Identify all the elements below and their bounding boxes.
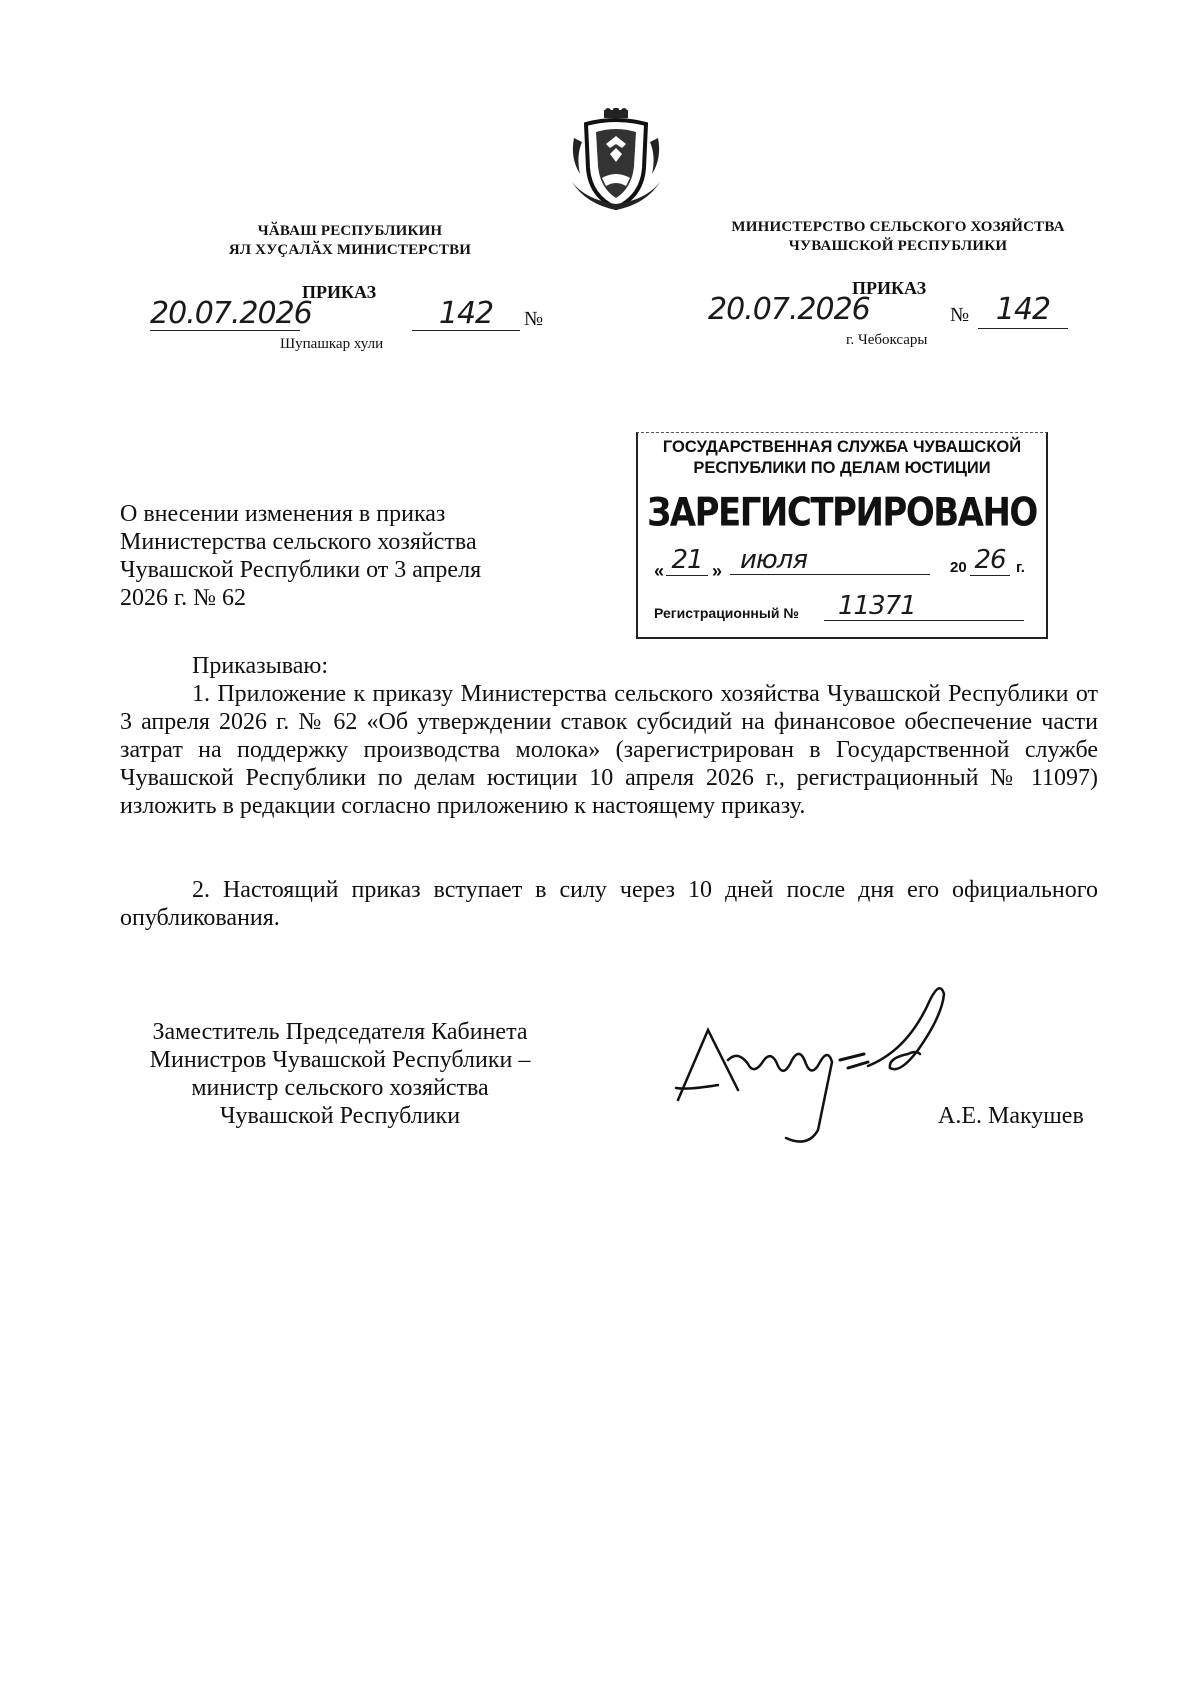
body-paragraph-1: 1. Приложение к приказу Министерства сельского хозяйства Чувашской Республики от 3 апреля 2026 г. № 62 «Об утверждении ставок субсидий на финансовое обеспечение части затрат на поддержку производства молока» (зарегистрирован в Государственной службе Чувашской Республики по делам юстиции 10 апреля 2026 г., регистрационный № 11097) изложить в редакции согласно приложению к настоящему приказу. [120,681,1098,819]
stamp-year-prefix: 20 [950,559,967,576]
body-intro: Приказываю: [192,653,328,679]
stamp-reg-label: Регистрационный № [654,605,799,621]
position-line3: министр сельского хозяйства [191,1075,489,1101]
left-date: 20.07.2026 [150,296,312,331]
title-line1: О внесении изменения в приказ [120,501,446,527]
stamp-reg-number: 11371 [824,591,1024,621]
title-line4: 2026 г. № 62 [120,585,247,611]
position-line1: Заместитель Председателя Кабинета [152,1019,528,1045]
right-doc-type: ПРИКАЗ [852,278,927,298]
right-org-line1: МИНИСТЕРСТВО СЕЛЬСКОГО ХОЗЯЙСТВА [731,219,1065,235]
right-org-line2: ЧУВАШСКОЙ РЕСПУБЛИКИ [788,238,1008,254]
right-city: г. Чебоксары [846,332,928,348]
title-line2: Министерства сельского хозяйства [120,529,477,555]
registration-stamp [636,432,1048,639]
stamp-status: ЗАРЕГИСТРИРОВАНО [647,490,1037,536]
handwritten-signature [668,980,968,1150]
right-org-name [708,218,1088,256]
left-org-line2: ЯЛ ХУҪАЛӐХ МИНИСТЕРСТВИ [228,242,472,258]
left-org-name [200,222,500,260]
body-paragraph-2: 2. Настоящий приказ вступает в силу через 10 дней после дня его официального опубликования. [120,877,1098,931]
stamp-org-line2: РЕСПУБЛИКИ ПО ДЕЛАМ ЮСТИЦИИ [693,459,991,477]
right-number: 142 [978,292,1068,329]
stamp-org [638,437,1046,479]
signatory-position [120,1018,560,1130]
stamp-reg-row [654,591,1038,625]
stamp-quote-close: » [712,561,723,581]
left-number-sign: № [524,308,544,330]
title-line3: Чувашской Республики от 3 апреля [120,557,482,583]
coat-of-arms-icon [566,108,666,212]
stamp-date-row [654,545,1038,581]
left-org-line1: ЧӐВАШ РЕСПУБЛИКИН [257,223,443,239]
position-line4: Чувашской Республики [219,1103,461,1129]
stamp-year-unit: г. [1016,559,1025,576]
stamp-quote-open: « [654,561,665,581]
position-line2: Министров Чувашской Республики – [149,1047,531,1073]
document-title [120,500,560,612]
left-number: 142 [412,296,520,331]
signatory-name: А.Е. Макушев [938,1103,1084,1129]
right-number-sign: № [950,304,970,326]
stamp-day: 21 [666,545,708,576]
left-city: Шупашкар хули [280,336,384,352]
right-date: 20.07.2026 [708,292,870,327]
stamp-month: июля [730,545,930,575]
stamp-org-line1: ГОСУДАРСТВЕННАЯ СЛУЖБА ЧУВАШСКОЙ [662,438,1022,456]
left-doc-type: ПРИКАЗ [302,282,377,302]
stamp-year-suffix: 26 [970,545,1010,576]
